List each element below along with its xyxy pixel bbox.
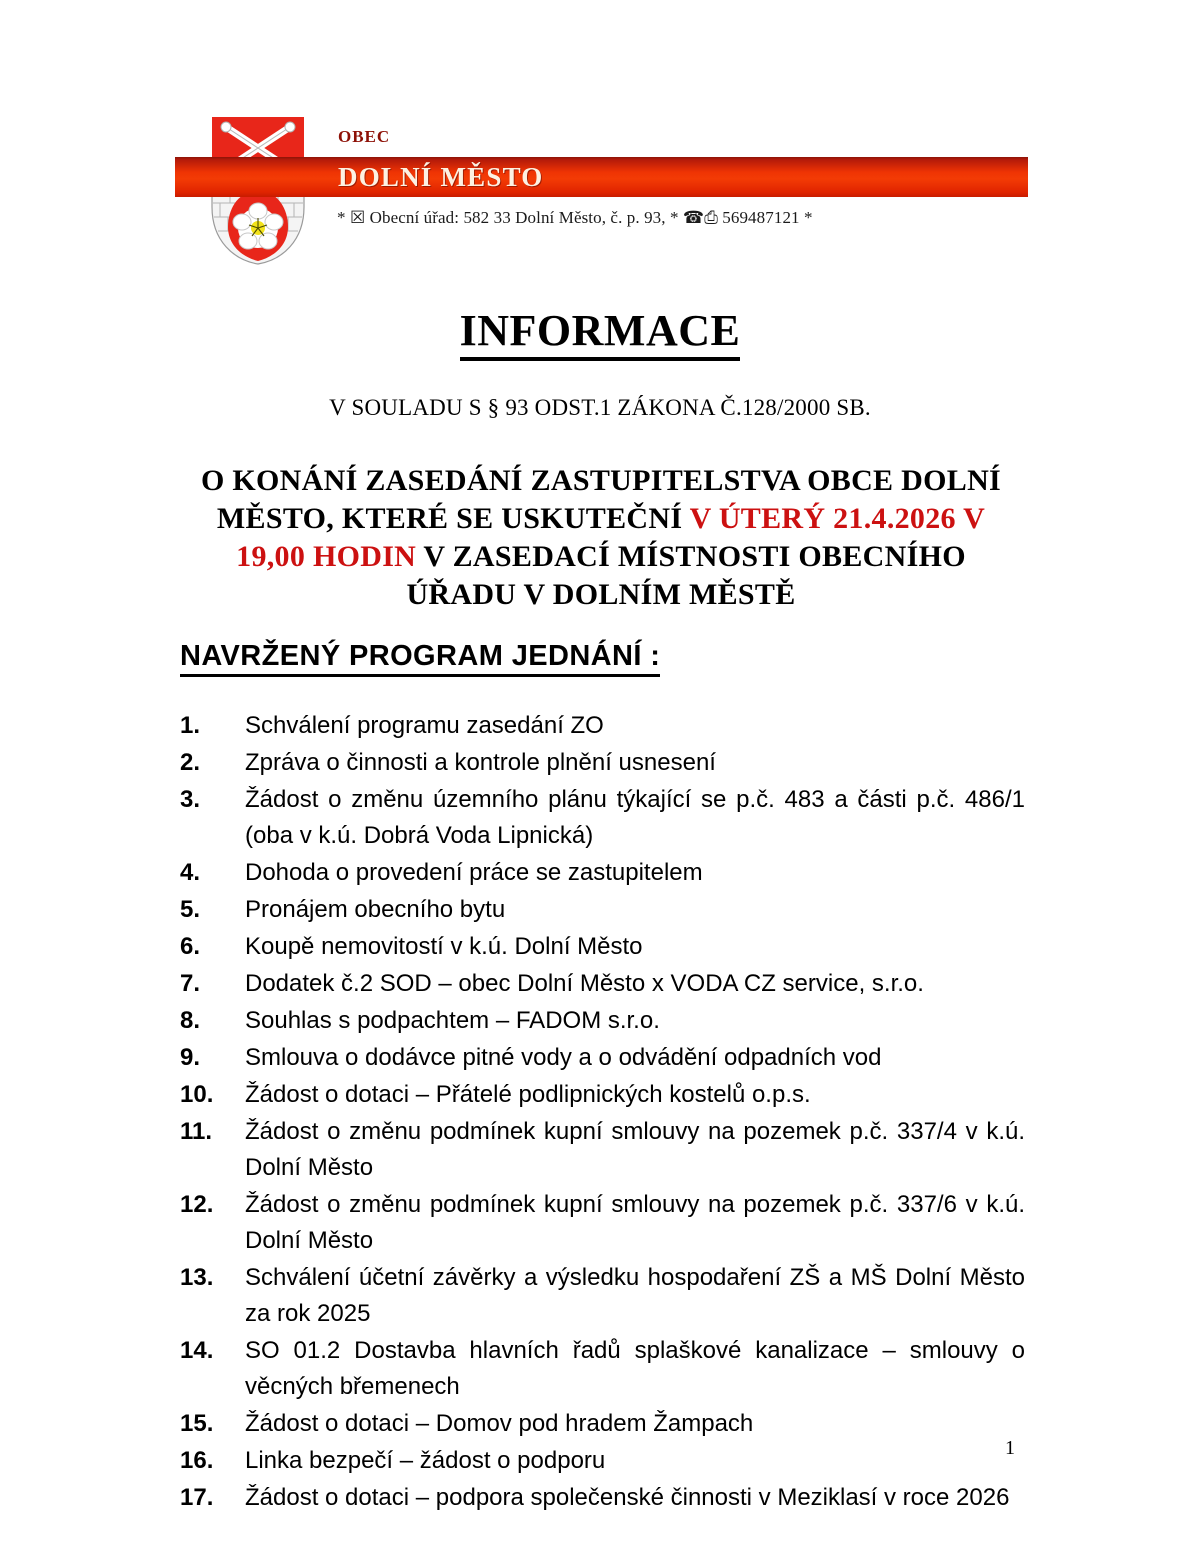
agenda-item-number: 16.: [180, 1447, 214, 1474]
agenda-item-number: 6.: [180, 933, 201, 960]
page-number: 1: [1005, 1437, 1015, 1459]
agenda-item-text: Žádost o dotaci – Přátelé podlipnických kostelů o.p.s.: [245, 1081, 811, 1108]
agenda-item-number: 5.: [180, 896, 201, 923]
agenda-item-text: Schválení účetní závěrky a výsledku hospodaření ZŠ a MŠ Dolní Město za rok 2025: [245, 1264, 1025, 1327]
agenda-item-number: 8.: [180, 1007, 201, 1034]
agenda-item-text: Pronájem obecního bytu: [245, 896, 506, 923]
agenda-item-number: 14.: [180, 1337, 214, 1364]
agenda-item-text: Schválení programu zasedání ZO: [245, 712, 604, 739]
agenda-item-number: 1.: [180, 712, 201, 739]
letterhead-banner: [175, 157, 1028, 197]
agenda-item: [180, 1333, 1025, 1405]
agenda-item-number: 2.: [180, 749, 201, 776]
agenda-item-number: 9.: [180, 1044, 201, 1071]
agenda-item-text: Žádost o změnu podmínek kupní smlouvy na pozemek p.č. 337/4 v k.ú. Dolní Město: [245, 1118, 1025, 1181]
letterhead-contact-line: * ☒ Obecní úřad: 582 33 Dolní Město, č. p. 93, * ☎⎙ 569487121 *: [337, 208, 813, 227]
page-title-text: INFORMACE: [460, 306, 741, 361]
agenda-item: [180, 1480, 1025, 1516]
agenda-item: [180, 966, 1025, 1002]
agenda-item-text: Zpráva o činnosti a kontrole plnění usnesení: [245, 749, 716, 776]
agenda-item: [180, 782, 1025, 854]
program-heading: NAVRŽENÝ PROGRAM JEDNÁNÍ :: [180, 640, 660, 677]
agenda-item-number: 15.: [180, 1410, 214, 1437]
agenda-item: [180, 708, 1025, 744]
law-reference-line: V SOULADU S § 93 ODST.1 ZÁKONA Č.128/2000 SB.: [329, 395, 871, 420]
agenda-item-text: Žádost o změnu územního plánu týkající se p.č. 483 a části p.č. 486/1 (oba v k.ú. Dobrá Voda Lipnická): [245, 786, 1025, 849]
agenda-item-text: Žádost o dotaci – podpora společenské činnosti v Meziklasí v roce 2026: [245, 1484, 1010, 1511]
announcement-paragraph: [183, 462, 1019, 614]
agenda-item-text: Žádost o dotaci – Domov pod hradem Žampach: [245, 1410, 754, 1437]
agenda-item-text: SO 01.2 Dostavba hlavních řadů splaškové kanalizace – smlouvy o věcných břemenech: [245, 1337, 1025, 1400]
agenda-item-number: 11.: [180, 1118, 213, 1145]
letterhead-obec-word: OBEC: [338, 127, 391, 146]
agenda-item: [180, 1187, 1025, 1259]
agenda-item: [180, 892, 1025, 928]
agenda-item-text: Smlouva o dodávce pitné vody a o odvádění odpadních vod: [245, 1044, 882, 1071]
letterhead: [175, 112, 1030, 272]
agenda-item-number: 3.: [180, 786, 201, 813]
agenda-item-text: Koupě nemovitostí v k.ú. Dolní Město: [245, 933, 643, 960]
announcement-date-time-highlight: V ÚTERÝ 21.4.2026 V 19,00 HODIN: [236, 502, 986, 573]
agenda-item-number: 12.: [180, 1191, 214, 1218]
announcement-part-one: O KONÁNÍ ZASEDÁNÍ ZASTUPITELSTVA OBCE DOLNÍ MĚSTO, KTERÉ SE USKUTEČNÍ: [200, 464, 1002, 535]
agenda-item-number: 13.: [180, 1264, 214, 1291]
agenda-item: [180, 1040, 1025, 1076]
page-title: [0, 305, 1200, 356]
agenda-item-number: 17.: [180, 1484, 214, 1511]
agenda-item-text: Linka bezpečí – žádost o podporu: [245, 1447, 606, 1474]
agenda-item-number: 7.: [180, 970, 201, 997]
agenda-item-text: Dohoda o provedení práce se zastupitelem: [245, 859, 703, 886]
agenda-item: [180, 1114, 1025, 1186]
agenda-item: [180, 745, 1025, 781]
agenda-item: [180, 1260, 1025, 1332]
agenda-item-text: Žádost o změnu podmínek kupní smlouvy na pozemek p.č. 337/6 v k.ú. Dolní Město: [245, 1191, 1025, 1254]
announcement-part-two: V ZASEDACÍ MÍSTNOSTI OBECNÍHO ÚŘADU V DOLNÍM MĚSTĚ: [406, 540, 966, 611]
agenda-item-number: 4.: [180, 859, 201, 886]
agenda-item: [180, 1003, 1025, 1039]
agenda-item: [180, 929, 1025, 965]
agenda-item-number: 10.: [180, 1081, 214, 1108]
agenda-item: [180, 855, 1025, 891]
agenda-list: [180, 708, 1025, 1517]
agenda-item-text: Souhlas s podpachtem – FADOM s.r.o.: [245, 1007, 660, 1034]
agenda-item: [180, 1077, 1025, 1113]
letterhead-municipality-name: DOLNÍ MĚSTO: [338, 162, 544, 192]
agenda-item-text: Dodatek č.2 SOD – obec Dolní Město x VODA CZ service, s.r.o.: [245, 970, 924, 997]
